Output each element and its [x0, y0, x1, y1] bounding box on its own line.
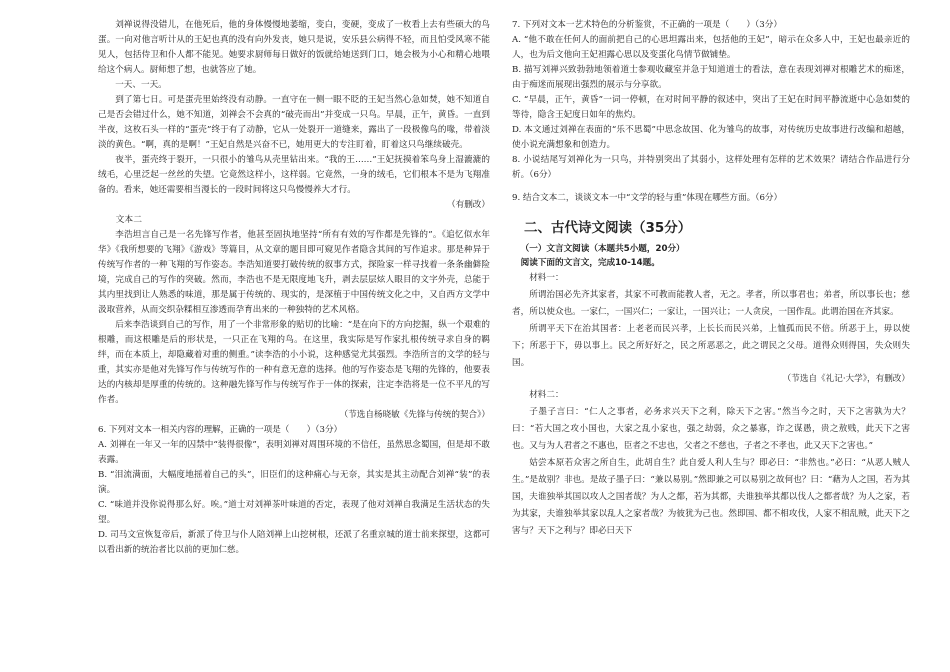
- text1-paragraph-2: 一天、一天。: [115, 80, 167, 90]
- question-7-stem: 7. 下列对文本一艺术特色的分析鉴赏，不正确的一项是（ ）（3分）: [512, 20, 782, 30]
- text2-paragraph-2: 后来李浩谈到自己的写作，用了一个非常形象的贴切的比喻：“是在向下的方向挖掘，纵一个艰难的根雕，而这根雕是后的形状是，一只正在飞翔的鸟。在这里，我实际是写作家扎根传统寻求自身的羁绊，而在本质上，却隐藏着对重的侧重。”读李浩的小小说，这种感觉尤其强烈。李浩所言的文学的轻与重，其实亦是他对先锋写作与传统写作的一种有意无意的选择。他的写作姿态是飞翔的先锋的，他要表达的内核却是厚重的传统的。这种融先锋写作与传统写作于一体的探索，注定李浩将是一位不平凡的写作者。: [98, 320, 490, 405]
- text1-paragraph-3: 到了第七日。可是蛋壳里始终没有动静。一直守在一侧一眼不眨的王妃当然心急如焚，她不知道自己是否会错过什么，她不知道，刘禅会不会真的“破壳而出”并变成一只鸟。早晨，正午，黄昏。一直到半夜，这枚石头一样的“蛋壳”终于有了动静，它从一处裂开一道缝来，露出了一段极像鸟的喙，带着淡淡的黄色。“啊，真的是啊！”王妃自然是兴奋不已，她用更大的专注盯着，盯着这只鸟继续破壳。: [98, 95, 490, 150]
- question-9: 9. 结合文本二，谈谈文本一中“文学的轻与重”体现在哪些方面。（6分）: [512, 193, 783, 203]
- text2-paragraph-1: 李浩坦言自己是一名先锋写作者，他甚至固执地坚持“所有有效的写作都是先锋的”。《追忆似水年华》《我所想要的飞翔》《游戏》等篇目，从文章的题目即可窥见作者隐含其间的写作追求。那是种异于传统写作者的一种飞翔的写作姿态。李浩知道要打破传统的叙事方式，探险家一样寻找着一条条幽僻险境，完成自己的写作的突破。然而，李浩也不是无限度地飞升，剥去层层炫人眼目的文字外壳，总能于其内里找到让人熟悉的味道，那是属于传统的、现实的，是深植于中国传统文化之中，又自西方文学中汲取营养，从而交织杂糅相互渗透而孕育出来的一种独特的艺术风格。: [98, 230, 490, 315]
- section-2-instruction: 阅读下面的文言文，完成10-14题。: [520, 258, 660, 268]
- text1-paragraph-4: 夜半，蛋壳终于裂开，一只很小的雏鸟从壳里钻出来。“我的王……”王妃抚摸着笨鸟身上湿漉漉的绒毛，心里泛起一丝丝的失望。它竟然这样小，这样弱。它竟然，一身的绒毛，它们根本不是为飞翔准备的。看来，她还需要相当漫长的一段时间将这只鸟慢慢养大才行。: [98, 155, 490, 195]
- question-6-option-c: C. “味道并没你说得那么好。唉。”道士对刘禅茶叶味道的否定，表现了他对刘禅自我满足生活状态的失望。: [98, 500, 490, 525]
- material-2-paragraph-1: 子墨子言曰：“仁人之事者，必务求兴天下之利，除天下之害。”然当今之时，天下之害孰为大？曰：“若大国之攻小国也，大家之乱小家也，强之劫弱，众之暴寡，诈之谋愚，贵之敖贱，此天下之害也。又与为人君者之不惠也，臣者之不忠也，父者之不慈也，子者之不孝也，此又天下之害也。”: [512, 407, 910, 451]
- question-7-option-c: C. “早晨，正午，黄昏”一词一停顿，在对时间平静的叙述中，突出了王妃在时间平静流逝中心急如焚的等待，隐含王妃度日如年的焦灼。: [512, 95, 910, 120]
- text1-source: （有删改）: [447, 200, 490, 210]
- material-1-paragraph-1: 所谓治国必先齐其家者，其家不可教而能教人者，无之。孝者，所以事君也；弟者，所以事长也；慈者，所以使众也。一家仁，一国兴仁；一家让，一国兴让；一人贪戾，一国作乱。此谓治国在齐其家。: [512, 290, 910, 317]
- material-1-label: 材料一：: [529, 273, 564, 283]
- section-2-subtitle: （一）文言文阅读（本题共5小题，20分）: [520, 244, 685, 254]
- material-1-source: （节选自《礼记·大学》，有删改）: [782, 374, 910, 384]
- question-8: 8. 小说结尾写刘禅化为一只鸟，并特别突出了其弱小，这样处理有怎样的艺术效果？请结合作品进行分析。（6分）: [512, 155, 910, 180]
- right-column: [512, 18, 910, 540]
- material-1-paragraph-2: 所谓平天下在治其国者：上老老而民兴孝，上长长而民兴弟，上恤孤而民不倍。所恶于上，毋以使下；所恶于下，毋以事上。民之所好好之，民之所恶恶之，此之谓民之父母。道得众则得国，失众则失国。: [512, 324, 910, 368]
- question-7-option-b: B. 描写刘禅兴致勃勃地领着道士参观收藏室并急于知道道士的看法，意在表现刘禅对根雕艺术的痴迷，由于痴迷而展现出强烈的展示与分享欲。: [512, 65, 910, 90]
- question-6-option-d: D. 司马文宣恢复帝后，新派了侍卫与仆人陪刘禅上山挖树根，还派了名重京城的道士前来探望，这都可以看出新的统治者比以前的更加仁慈。: [98, 530, 490, 555]
- question-6-option-a: A. 刘禅在一年又一年的囚禁中“装得很像”，表明刘禅对周围环境的不信任，虽然思念蜀国，但是却不敢表露。: [98, 440, 490, 465]
- material-2-label: 材料二：: [529, 390, 564, 400]
- question-6-stem: 6. 下列对文本一相关内容的理解，正确的一项是（ ）（3分）: [98, 425, 343, 435]
- material-2-paragraph-2: 姑尝本原若众害之所自生，此胡自生？此自爱人利人生与？即必曰：“非然也。”必曰：“从恶人贼人生。”是故别？非也。是故子墨子曰：“兼以易别。”然即兼之可以易别之故何也？曰：“藉为人之国，若为其国，夫谁独举其国以攻人之国者哉？为人之都，若为其都，夫谁独举其都以伐人之都者哉？为人之家，若为其家，夫谁独举其家以乱人之家者哉？为彼犹为己也。然即国、都不相攻伐，人家不相乱贼，此天下之害与？天下之利与？即必曰天下: [512, 458, 910, 536]
- question-7-option-d: D. 本文通过刘禅在表面的“乐不思蜀”中思念故国、化为雏鸟的故事，对传统历史故事进行改编和超越，使小说充满想象和创造力。: [512, 125, 910, 150]
- section-2-title: 二、古代诗文阅读（35分）: [524, 220, 692, 236]
- question-7-option-a: A. “他不敢在任何人的面前把自己的心思坦露出来，包括他的王妃”，暗示在众多人中，王妃也最亲近的人，也为后文他向王妃袒露心思以及变蛋化鸟情节做铺垫。: [512, 35, 910, 60]
- left-column: [98, 18, 490, 558]
- text2-title: 文本二: [115, 215, 142, 225]
- text1-paragraph-1: 刘禅说得没错儿，在他死后，他的身体慢慢地萎缩，变白，变硬，变成了一枚看上去有些硕大的鸟蛋。一向对他言听计从的王妃也真的没有向外发丧，她只是说，安乐县公病得不轻，而且怕受风寒不能见人，包括侍卫和仆人都不能见。她要求厨师每日做好的饭就给她送到门口，她会极为小心和精心地喂给这个病人。厨师想了想，也就答应了她。: [98, 20, 490, 75]
- question-6-option-b: B. “泪流满面，大幅度地摇着自己的头”，旧臣们的这种痛心与无奈，其实是其主动配合刘禅“装”的表演。: [98, 470, 490, 495]
- text2-source: （节选自杨晓敏《先锋与传统的契合》）: [339, 410, 490, 420]
